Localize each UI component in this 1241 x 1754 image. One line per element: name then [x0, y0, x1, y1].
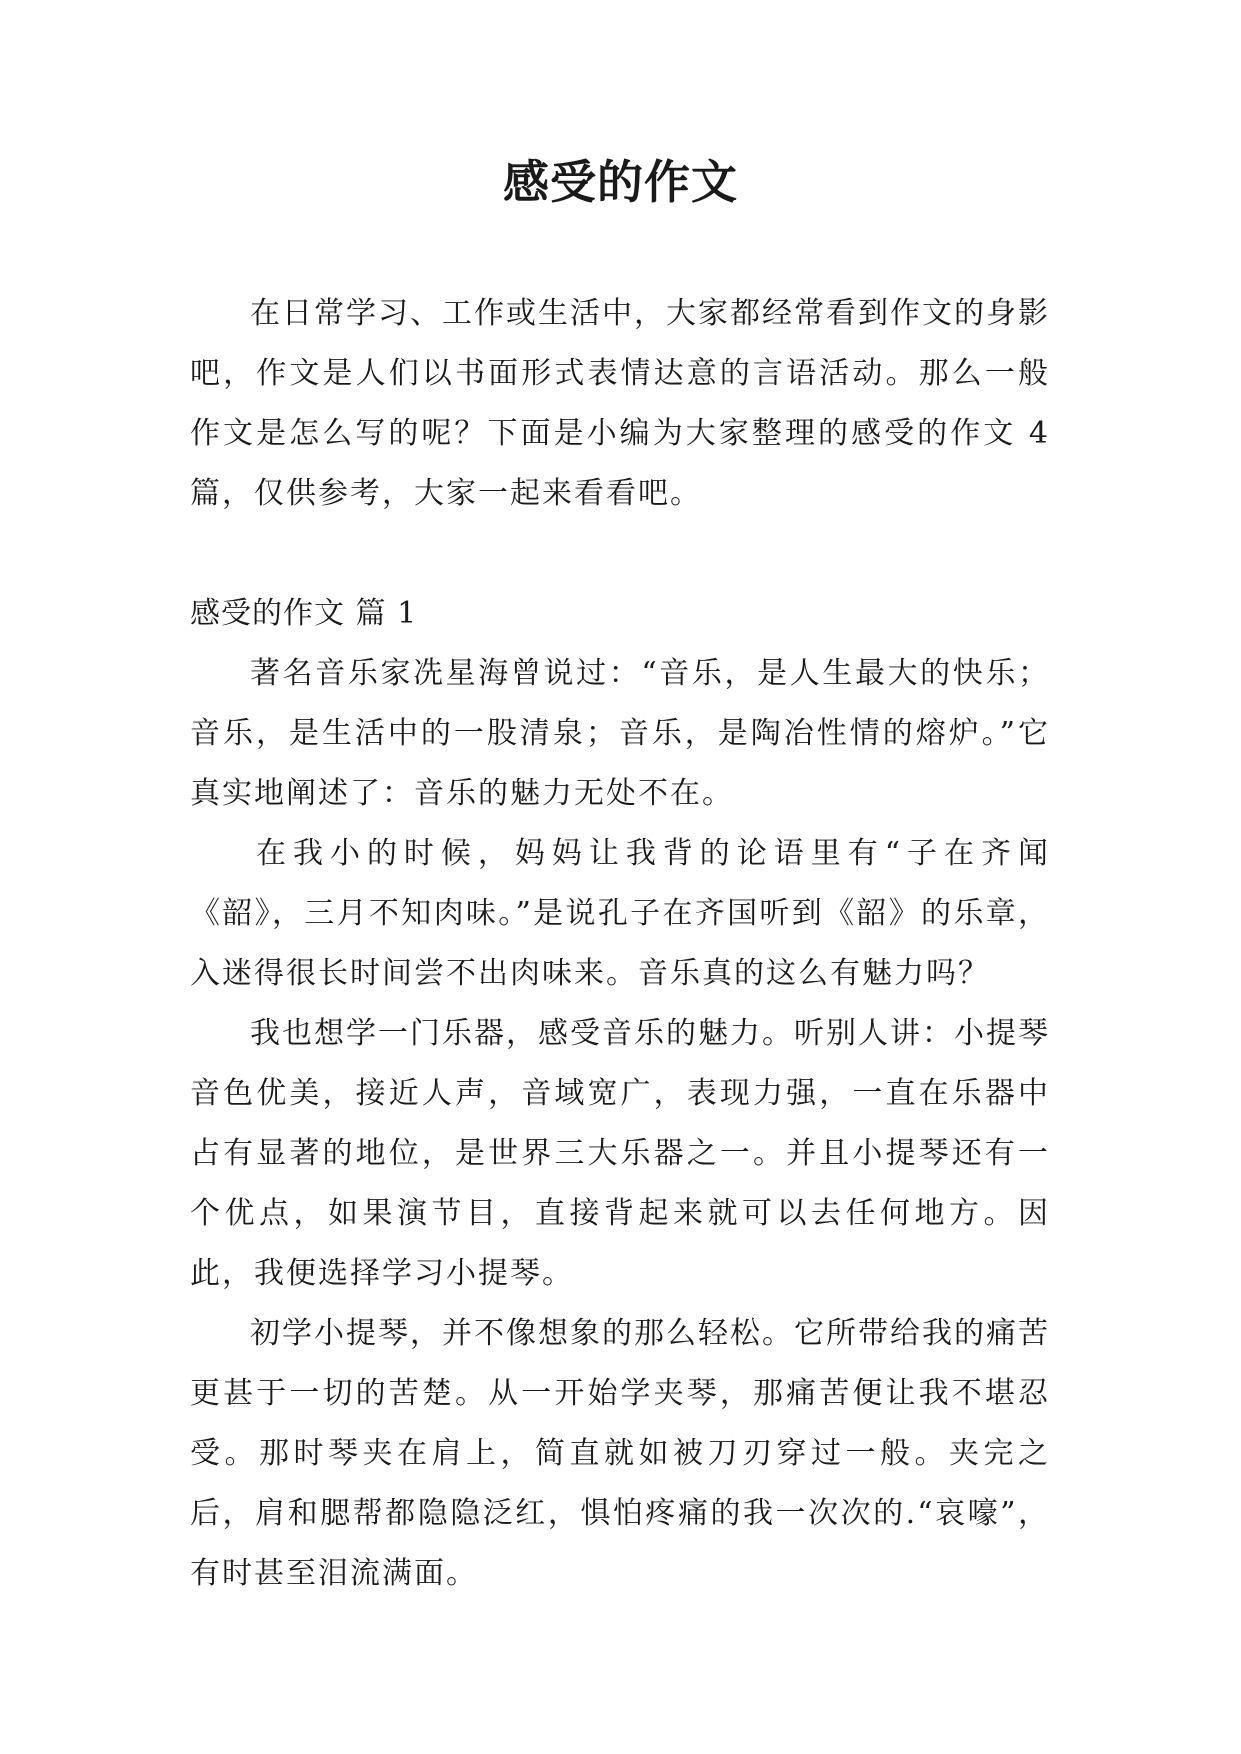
section-heading: 感受的作文 篇 1	[190, 596, 418, 631]
document-title: 感受的作文	[503, 155, 738, 209]
body-paragraph: 在我小的时候，妈妈让我背的论语里有“子在齐闻《韶》，三月不知肉味。”是说孔子在齐国听到《韶》的乐章，入迷得很长时间尝不出肉味来。音乐真的这么有魅力吗？	[190, 836, 1050, 991]
document-body	[190, 284, 1050, 1604]
intro-paragraph: 在日常学习、工作或生活中，大家都经常看到作文的身影吧，作文是人们以书面形式表情达意的言语活动。那么一般作文是怎么写的呢？下面是小编为大家整理的感受的作文 4 篇，仅供参考，大家一起来看看吧。	[190, 296, 1050, 511]
body-paragraph: 我也想学一门乐器，感受音乐的魅力。听别人讲：小提琴音色优美，接近人声，音域宽广，表现力强，一直在乐器中占有显著的地位，是世界三大乐器之一。并且小提琴还有一个优点，如果演节目，直接背起来就可以去任何地方。因此，我便选择学习小提琴。	[190, 1016, 1050, 1291]
body-paragraph: 著名音乐家冼星海曾说过：“音乐，是人生最大的快乐；音乐，是生活中的一股清泉；音乐，是陶冶性情的熔炉。”它真实地阐述了：音乐的魅力无处不在。	[190, 656, 1050, 811]
body-paragraph: 初学小提琴，并不像想象的那么轻松。它所带给我的痛苦更甚于一切的苦楚。从一开始学夹琴，那痛苦便让我不堪忍受。那时琴夹在肩上，简直就如被刀刃穿过一般。夹完之后，肩和腮帮都隐隐泛红，惧怕疼痛的我一次次的.“哀嚎”，有时甚至泪流满面。	[190, 1316, 1050, 1591]
